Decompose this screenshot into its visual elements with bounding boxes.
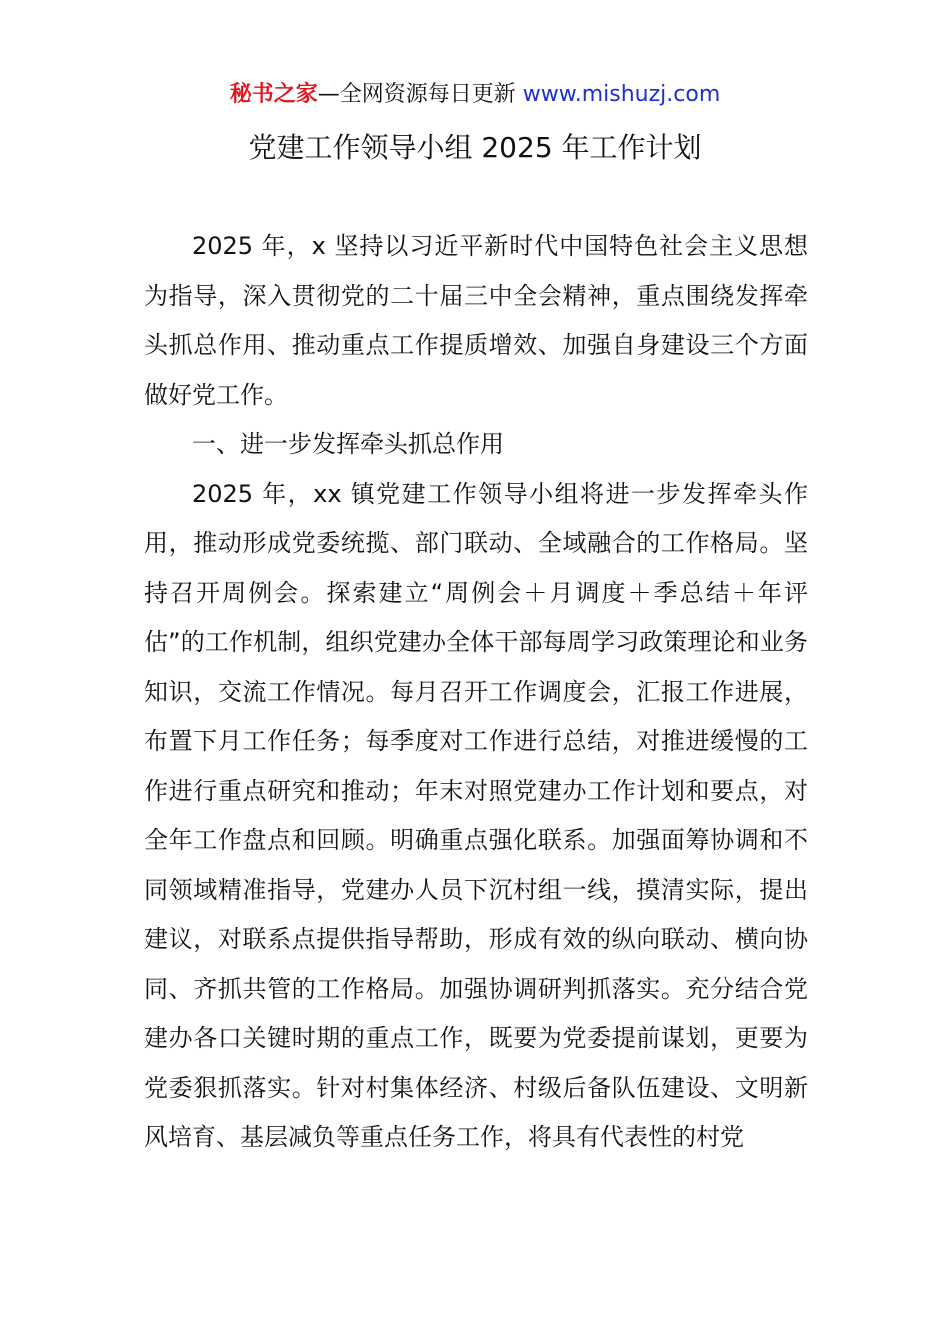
site-brand: 秘书之家 xyxy=(229,82,318,107)
section-heading: 一、进一步发挥牵头抓总作用 xyxy=(192,430,504,458)
section-paragraph: 2025 年，xx 镇党建工作领导小组将进一步发挥牵头作用，推动形成党委统揽、部门联动、全域融合的工作格局。坚持召开周例会。探索建立“周例会＋月调度＋季总结＋年评估”的工作机制，组织党建办全体干部每周学习政策理论和业务知识，交流工作情况。每月召开工作调度会，汇报工作进展，布置下月工作任务；每季度对工作进行总结，对推进缓慢的工作进行重点研究和推动；年末对照党建办工作计划和要点，对全年工作盘点和回顾。明确重点强化联系。加强面筹协调和不同领域精准指导，党建办人员下沉村组一线，摸清实际，提出建议，对联系点提供指导帮助，形成有效的纵向联动、横向协同、齐抓共管的工作格局。加强协调研判抓落实。充分结合党建办各口关键时期的重点工作，既要为党委提前谋划，更要为党委狠抓落实。针对村集体经济、村级后备队伍建设、文明新风培育、基层减负等重点任务工作，将具有代表性的村党 xyxy=(144,479,808,1151)
site-url-link[interactable]: www.mishuzj.com xyxy=(522,82,721,107)
document-title: 党建工作领导小组 2025 年工作计划 xyxy=(248,131,702,164)
intro-paragraph: 2025 年，x 坚持以习近平新时代中国特色社会主义思想为指导，深入贯彻党的二十届三中全会精神，重点围绕发挥牵头抓总作用、推动重点工作提质增效、加强自身建设三个方面做好党工作。 xyxy=(144,232,808,409)
site-tagline: —全网资源每日更新 xyxy=(317,82,523,107)
document-body xyxy=(144,222,808,1163)
site-banner xyxy=(0,80,950,110)
